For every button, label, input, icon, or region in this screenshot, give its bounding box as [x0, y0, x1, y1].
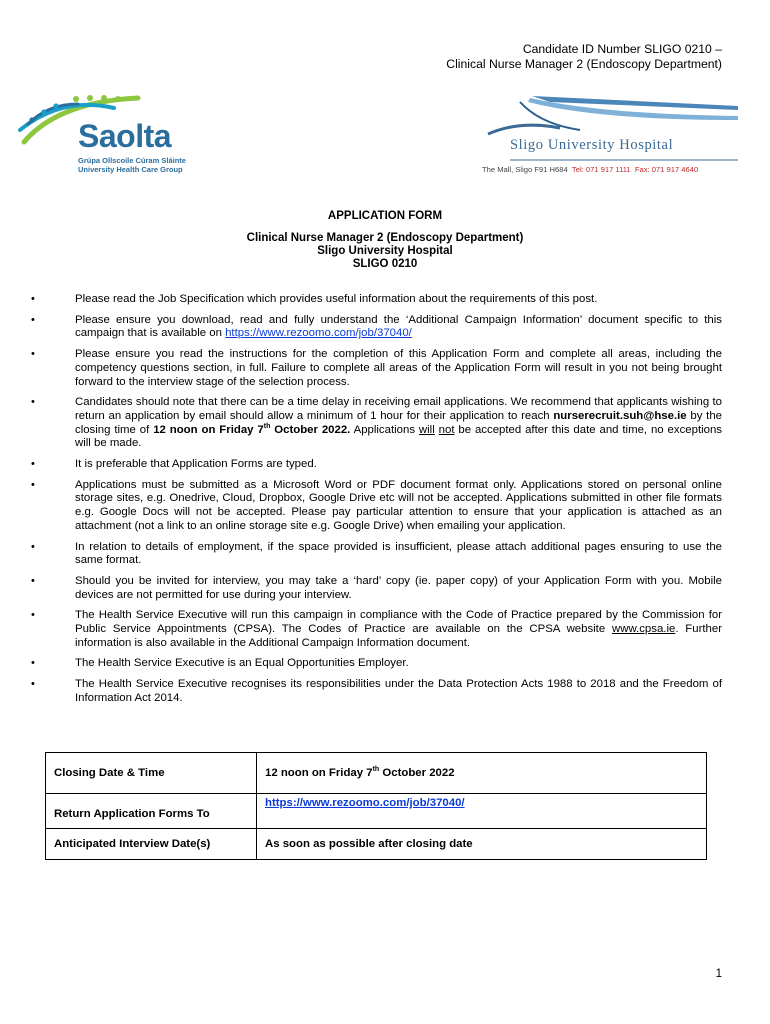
table-row — [46, 794, 707, 829]
position-line: Clinical Nurse Manager 2 (Endoscopy Department) — [446, 57, 722, 71]
bullet-icon: • — [31, 540, 35, 553]
bullet-icon: • — [31, 609, 35, 622]
bullet-icon: • — [31, 678, 35, 691]
closing-date-label: Closing Date & Time — [46, 753, 257, 794]
campaign-info-link[interactable]: https://www.rezoomo.com/job/37040/ — [225, 327, 412, 340]
bullet-icon: • — [31, 348, 35, 361]
saolta-brand: Saolta — [78, 118, 172, 154]
bullet-icon: • — [31, 293, 35, 305]
interview-date-value: As soon as possible after closing date — [257, 829, 707, 860]
closing-deadline: 12 noon on Friday 7th October 2022. — [153, 422, 351, 436]
hospital-title: Sligo University Hospital — [317, 245, 453, 257]
hospital-tel: Tel: 071 917 1111 — [571, 165, 631, 174]
list-item: • Candidates should note that there can be a time delay in receiving email applications. We recommend that applicants wishing to return an application by email should allow a minimum of 1 hour for their application to reach nurserecruit.suh@hse.ie by the closing time of 12 noon on Friday 7th October 2022. Applications will not be accepted after this date and time, no exceptions will be made. — [31, 396, 722, 450]
return-forms-label: Return Application Forms To — [46, 794, 257, 829]
candidate-id-line: Candidate ID Number SLIGO 0210 – — [522, 42, 722, 56]
bullet-icon: • — [31, 574, 35, 587]
list-item: • The Health Service Executive is an Equal Opportunities Employer. — [31, 657, 409, 670]
candidate-header — [446, 42, 722, 72]
saolta-english-tagline: University Health Care Group — [78, 165, 183, 174]
return-forms-value — [257, 794, 707, 829]
hospital-divider — [480, 157, 738, 163]
closing-date-value: 12 noon on Friday 7th October 2022 — [257, 753, 707, 794]
bullet-icon: • — [31, 458, 35, 471]
list-item: • Please ensure you read the instructions for the completion of this Application Form and complete all areas, including the competency questions section, in full. Failure to complete all areas of the Application Form will result in you not being brought forward to the interview stage of the selection process. — [31, 348, 722, 388]
hospital-address: The Mall, Sligo F91 H684 — [482, 165, 568, 174]
hospital-name: Sligo University Hospital — [510, 137, 674, 153]
campaign-code: SLIGO 0210 — [352, 258, 418, 270]
table-row — [46, 829, 707, 860]
list-item: • Applications must be submitted as a Microsoft Word or PDF document format only. Applications stored on personal online storage sites, e.g. Onedrive, Cloud, Dropbox, Google Drive etc will not be accepted. Applications submitted in other file formats e.g. Google Docs will not be accepted. Please pay particular attention to ensure that your application is attached as an attachment (not a link to an online storage site e.g. Google Drive) when emailing your application. — [31, 478, 722, 532]
list-item: • Please ensure you download, read and fully understand the ‘Additional Campaign Information’ document specific to this campaign that is available on https://www.rezoomo.com/job/37040/ — [31, 313, 722, 340]
sligo-hospital-logo — [480, 94, 738, 176]
hospital-fax: Fax: 071 917 4640 — [634, 165, 699, 174]
list-item: • Should you be invited for interview, you may take a ‘hard’ copy (ie. paper copy) of your Application Form with you. Mobile devices are not permitted for use during your interview. — [31, 574, 722, 601]
bullet-icon: • — [31, 396, 35, 409]
hospital-wave-icon — [480, 94, 738, 138]
key-dates-table — [45, 752, 707, 860]
interview-date-label: Anticipated Interview Date(s) — [46, 829, 257, 860]
hospital-contact-line — [482, 165, 698, 174]
instructions-list — [0, 293, 770, 713]
bullet-icon: • — [31, 313, 35, 326]
list-item: • The Health Service Executive recognises its responsibilities under the Data Protection Acts 1988 to 2018 and the Freedom of Information Act 2014. — [31, 678, 722, 704]
list-item: • It is preferable that Application Forms are typed. — [31, 458, 317, 471]
saolta-logo — [18, 94, 218, 176]
list-item: • The Health Service Executive will run this campaign in compliance with the Code of Practice prepared by the Commission for Public Service Appointments (CPSA). The Codes of Practice are available on the CPSA website www.cpsa.ie. Further information is also available in the Additional Campaign Information document. — [31, 609, 722, 649]
bullet-icon: • — [31, 657, 35, 670]
list-item: • In relation to details of employment, if the space provided is insufficient, please attach additional pages ensuring to use the same format. — [31, 540, 722, 567]
list-item: • Please read the Job Specification which provides useful information about the requirements of this post. — [31, 293, 598, 305]
table-row — [46, 753, 707, 794]
form-title-block — [0, 210, 770, 271]
form-heading: APPLICATION FORM — [327, 210, 443, 222]
page-number: 1 — [715, 968, 722, 980]
post-title: Clinical Nurse Manager 2 (Endoscopy Department) — [246, 232, 524, 244]
cpsa-link[interactable]: www.cpsa.ie — [612, 623, 676, 636]
bullet-icon: • — [31, 478, 35, 491]
saolta-irish-tagline: Grúpa Ollscoile Cúram Sláinte — [78, 156, 186, 165]
return-forms-link[interactable]: https://www.rezoomo.com/job/37040/ — [265, 797, 465, 809]
recruit-email: nurserecruit.suh@hse.ie — [553, 409, 687, 422]
